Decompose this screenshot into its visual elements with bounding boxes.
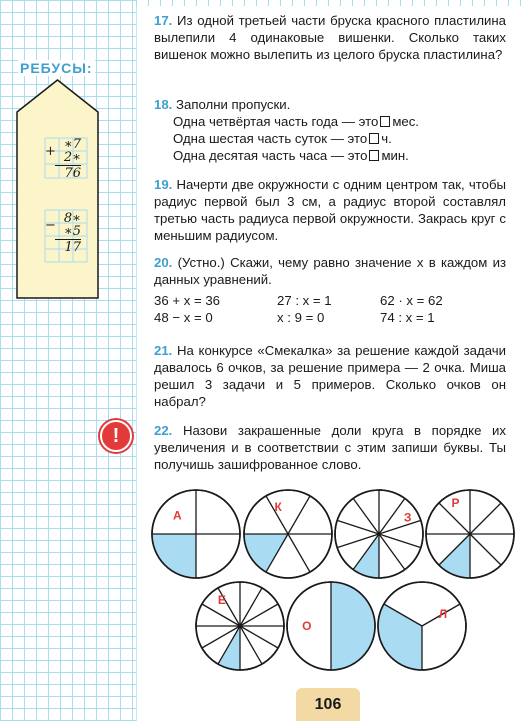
task-22 xyxy=(154,422,506,473)
rebus-card xyxy=(15,78,100,300)
fraction-circle xyxy=(335,490,423,578)
task-number: 20. xyxy=(154,255,173,270)
fraction-circle xyxy=(244,490,332,578)
task-19 xyxy=(154,176,506,244)
equations-row-1 xyxy=(154,292,506,309)
rebus-addition xyxy=(45,137,81,181)
blank-box xyxy=(369,150,379,161)
task-text: (Устно.) Скажи, чему равно значение x в каждом из данных уравнений. xyxy=(154,255,506,287)
equation: 74 : x = 1 xyxy=(380,310,435,325)
blank-box xyxy=(369,133,379,144)
circle-letter: Р xyxy=(451,495,460,510)
plus-sign: + xyxy=(45,144,56,159)
fraction-circle xyxy=(196,582,284,670)
task-number: 22. xyxy=(154,423,173,438)
task-text: Назови закрашенные доли круга в порядке их увеличения и в соответствии с этим запиши буквы. Ты получишь зашифрованное слово. xyxy=(154,423,507,472)
task-title: Заполни пропуски. xyxy=(176,97,291,112)
equations-row-2 xyxy=(154,309,506,326)
equation: 27 : x = 1 xyxy=(277,293,332,308)
circle-letter: О xyxy=(302,619,312,633)
task-text: На конкурсе «Смекалка» за решение каждой задачи давалось 6 очков, за решение примера — 2 очка. Миша решил 3 задачи и 5 примеров. Сколько очков он набрал? xyxy=(154,343,506,409)
task-17 xyxy=(154,12,506,63)
fraction-circles xyxy=(148,484,518,679)
rebus1-row1: ∗7 xyxy=(63,137,81,152)
fraction-circle xyxy=(287,582,375,670)
circle-letter: Л xyxy=(438,606,448,621)
circle-letter: А xyxy=(172,508,182,523)
rebus2-row1: 8∗ xyxy=(63,211,81,226)
task-20 xyxy=(154,254,506,326)
task-text: Из одной третьей части бруска красного пластилина вылепили 4 одинаковые вишенки. Сколько таких вишенок можно вылепить из целого бруска пластилина? xyxy=(154,13,506,62)
equation: 62 · x = 62 xyxy=(380,293,443,308)
rebus-subtraction xyxy=(45,211,81,255)
page-number: 106 xyxy=(296,688,360,721)
minus-sign: − xyxy=(45,218,56,233)
blank-box xyxy=(380,116,390,127)
rebus1-row2: 2∗ xyxy=(63,150,81,165)
fraction-circle xyxy=(426,490,514,578)
rebus1-result: 76 xyxy=(64,166,81,181)
circle-letter: Е xyxy=(217,593,226,608)
fraction-circle xyxy=(152,490,240,578)
equation: x : 9 = 0 xyxy=(277,310,325,325)
equation: 48 − x = 0 xyxy=(154,310,213,325)
grid-top-strip xyxy=(136,0,526,6)
task-18-line-3: Одна десятая часть часа — это мин. xyxy=(173,148,409,163)
circle-letter: К xyxy=(274,500,282,515)
equation: 36 + x = 36 xyxy=(154,293,220,308)
task-text: Начерти две окружности с одним центром так, чтобы радиус первой был 3 см, а радиус второй составлял третью часть радиуса первой окружности. Закрась круг с меньшим радиусом. xyxy=(154,177,506,243)
task-18-line-2: Одна шестая часть суток — это ч. xyxy=(173,131,392,146)
task-18 xyxy=(154,96,506,164)
task-number: 18. xyxy=(154,97,173,112)
circle-letter: З xyxy=(403,510,412,525)
task-18-line-1: Одна четвёртая часть года — это мес. xyxy=(173,114,419,129)
shaded-sector xyxy=(331,582,375,670)
warning-icon: ! xyxy=(100,420,132,452)
rebus-card-shape xyxy=(15,78,100,300)
task-number: 17. xyxy=(154,13,173,28)
task-number: 21. xyxy=(154,343,173,358)
rebus2-result: 17 xyxy=(64,240,81,255)
task-number: 19. xyxy=(154,177,173,192)
task-21 xyxy=(154,342,506,410)
rebus2-row2: ∗5 xyxy=(63,224,81,239)
rebus-title: РЕБУСЫ: xyxy=(20,60,93,76)
fraction-circle xyxy=(378,582,466,670)
